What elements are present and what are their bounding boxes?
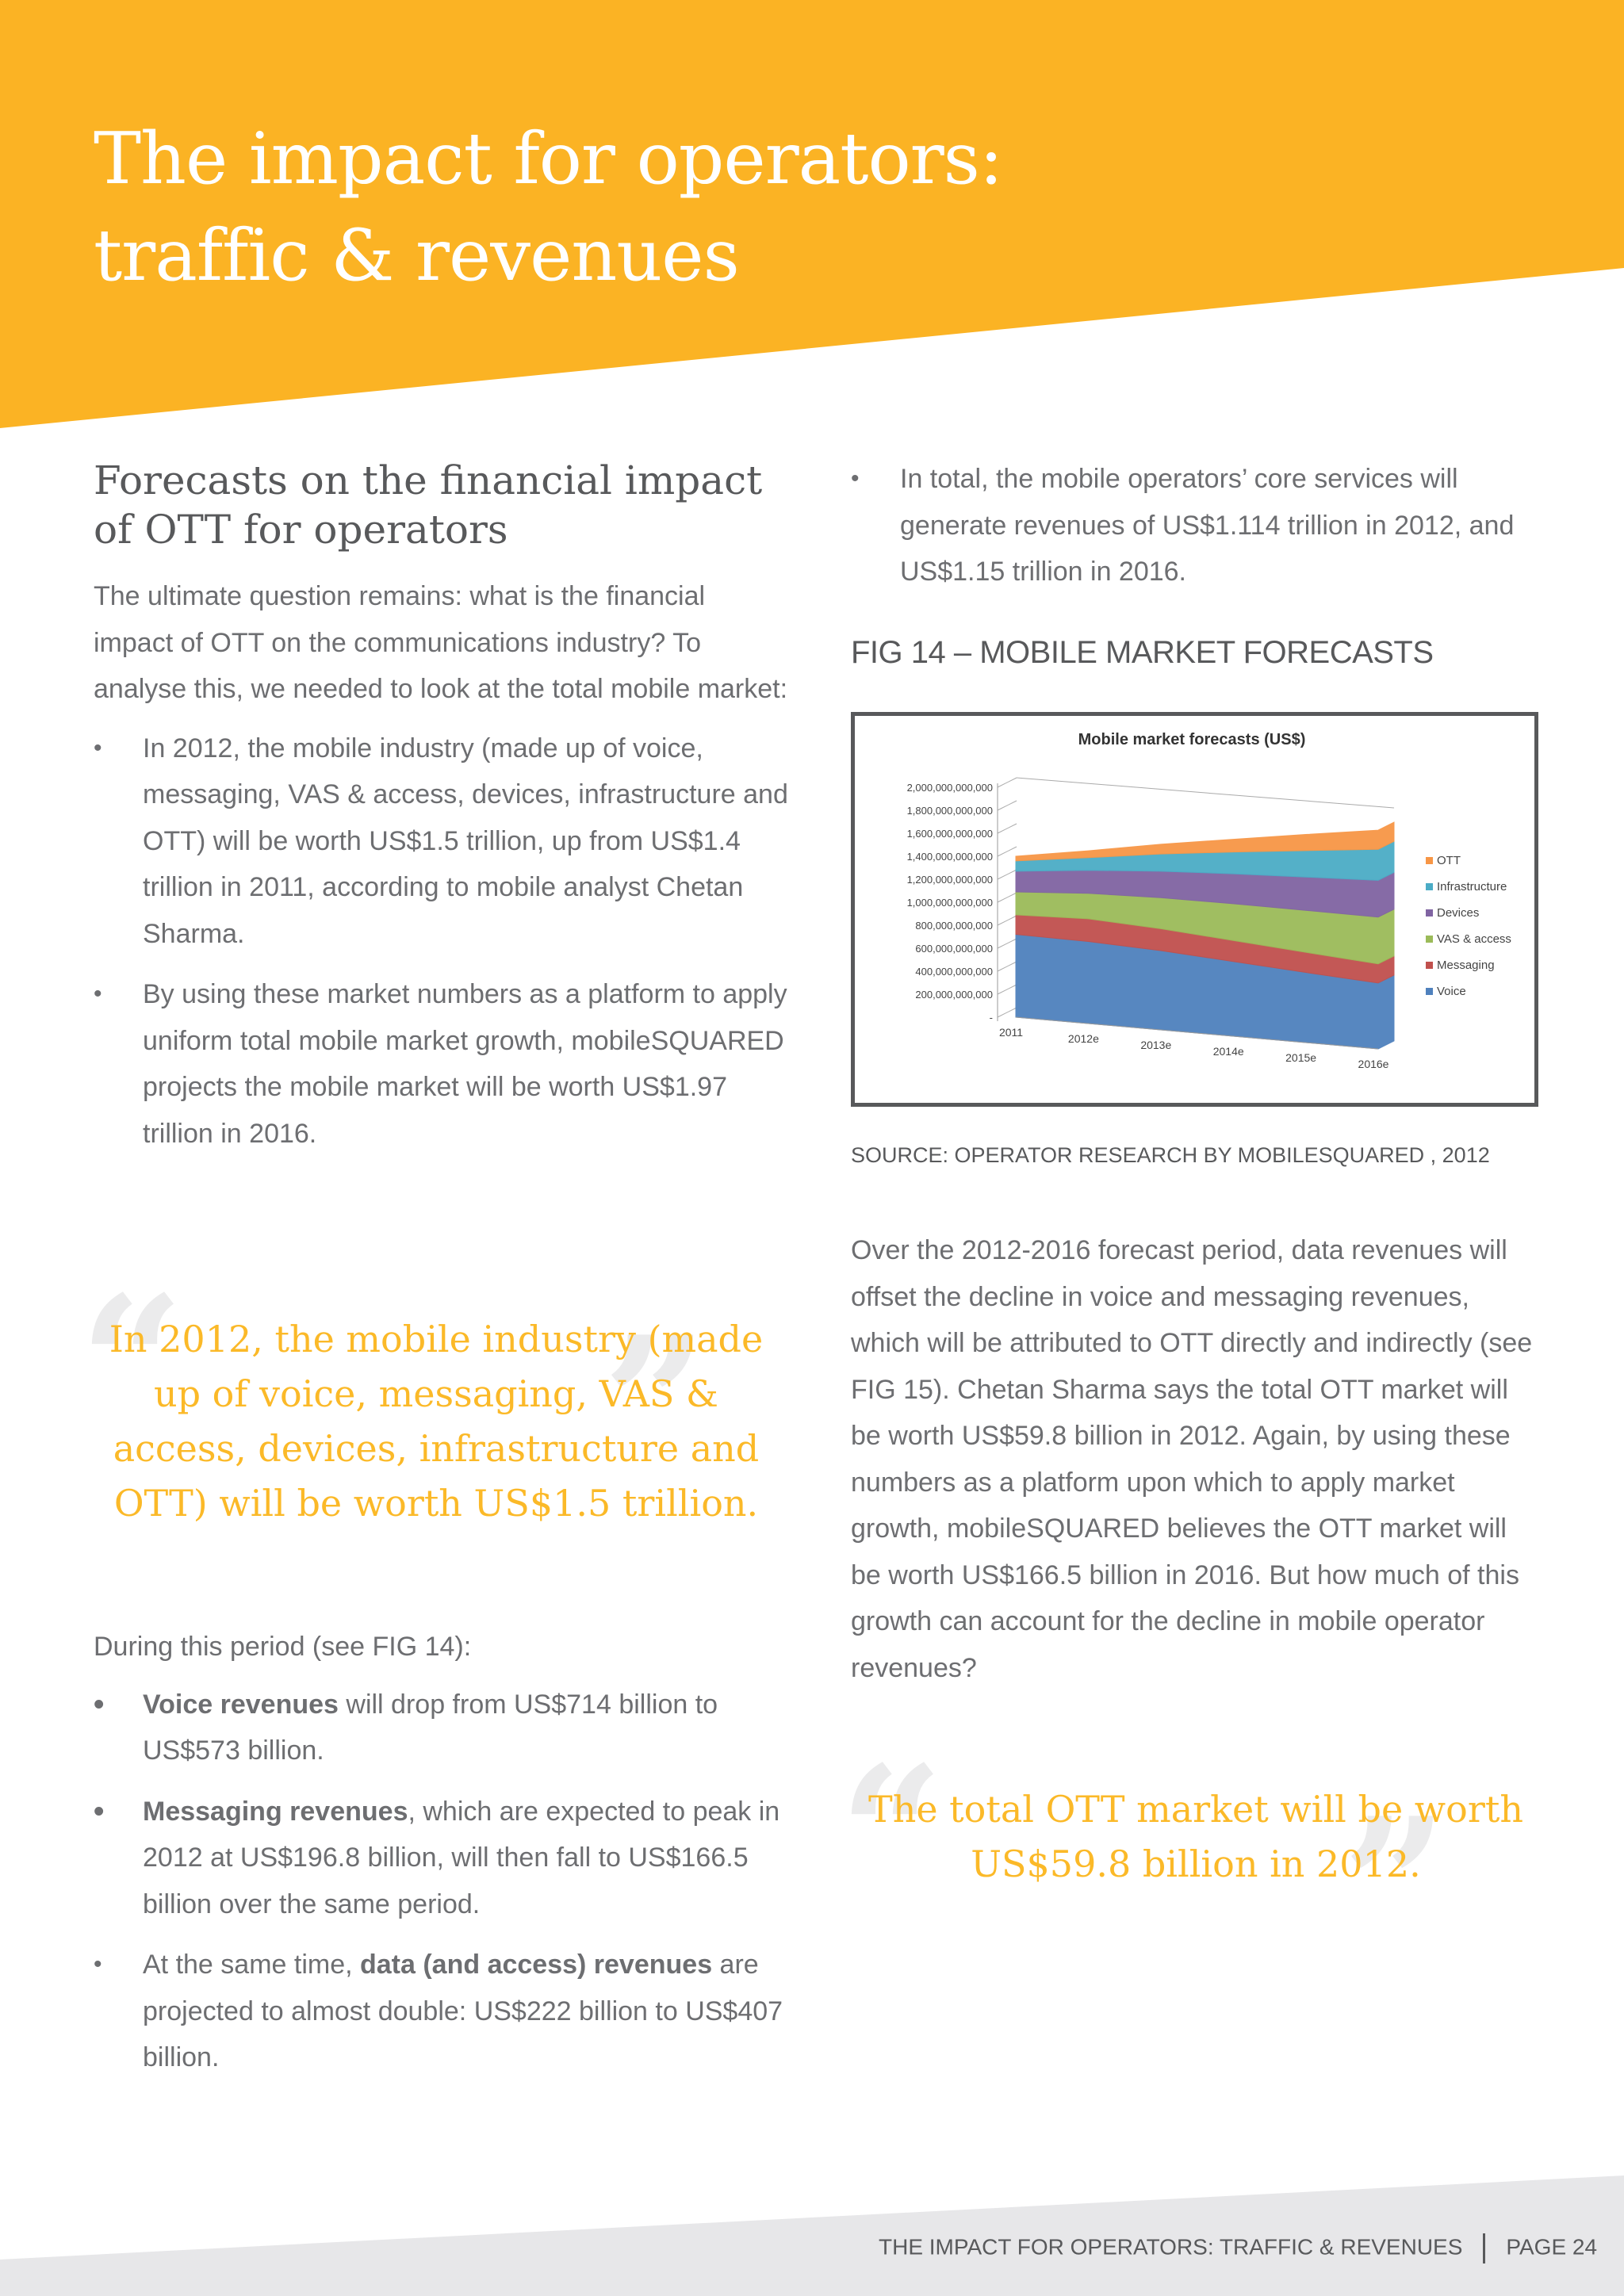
legend-label: Devices bbox=[1437, 906, 1480, 920]
pullquote-right bbox=[839, 1727, 1541, 1992]
section-heading: Forecasts on the financial impact of OTT for operators bbox=[94, 457, 763, 553]
gridline bbox=[998, 893, 1017, 902]
figure-title: FIG 14 – MOBILE MARKET FORECASTS bbox=[851, 634, 1434, 670]
pullquote-right-text: The total OTT market will be worth US$59.8 billion in 2012. bbox=[868, 1788, 1523, 1885]
market-bullets bbox=[94, 725, 791, 1158]
x-tick-label: 2011 bbox=[998, 1026, 1024, 1039]
back-wall-top bbox=[1017, 778, 1394, 808]
legend-swatch bbox=[1426, 857, 1433, 864]
period-intro: During this period (see FIG 14): bbox=[94, 1632, 472, 1662]
core-services-bullets bbox=[851, 456, 1541, 595]
y-tick-label: 400,000,000,000 bbox=[915, 966, 993, 978]
legend-swatch bbox=[1426, 988, 1433, 995]
left-column bbox=[94, 456, 791, 1171]
x-tick-label: 2012e bbox=[1067, 1032, 1099, 1045]
gridline bbox=[998, 985, 1017, 994]
y-tick-label: 1,200,000,000,000 bbox=[906, 874, 993, 886]
y-tick-label: 1,000,000,000,000 bbox=[906, 897, 993, 909]
legend-label: OTT bbox=[1437, 854, 1461, 867]
y-tick-label: 800,000,000,000 bbox=[915, 920, 993, 932]
right-paragraph-block bbox=[851, 1227, 1541, 1691]
open-quote-icon: “ bbox=[79, 1257, 185, 1471]
gridline bbox=[998, 847, 1017, 856]
footer-divider bbox=[1483, 2233, 1485, 2263]
y-tick-label: 1,800,000,000,000 bbox=[906, 805, 993, 817]
legend-label: Voice bbox=[1437, 985, 1466, 998]
page-title-line1: The impact for operators: bbox=[94, 117, 1003, 201]
y-tick-label: 1,600,000,000,000 bbox=[906, 828, 993, 840]
legend-swatch bbox=[1426, 909, 1433, 916]
gridline bbox=[998, 870, 1017, 879]
open-quote-icon: “ bbox=[839, 1727, 944, 1941]
y-tick-label: 200,000,000,000 bbox=[915, 989, 993, 1001]
data-text: are projected to almost double: US$222 billion to US$407 billion. bbox=[143, 1950, 783, 2072]
gridline bbox=[998, 962, 1017, 971]
page-number: PAGE 24 bbox=[1506, 2234, 1598, 2260]
intro-paragraph: The ultimate question remains: what is the financial impact of OTT on the communications industry? To analyse this, we needed to look at the total mobile market: bbox=[94, 581, 788, 704]
forecast-paragraph: Over the 2012-2016 forecast period, data revenues will offset the decline in voice and messaging revenues, which will be attributed to OTT directly and indirectly (see FIG 15). Chetan Sharma says the total OTT market will be worth US$59.8 billion in 2012. Again, by using these numbers as a platform upon which to apply market growth, mobileSQUARED believes the OTT market will be worth US$166.5 billion in 2016. But how much of this growth can account for the decline in mobile operator revenues? bbox=[851, 1235, 1533, 1683]
legend-swatch bbox=[1426, 936, 1433, 943]
x-tick-label: 2013e bbox=[1140, 1039, 1172, 1051]
list-item: • In 2012, the mobile industry (made up of voice, messaging, VAS & access, devices, infrastructure and OTT) will be worth US$1.5 trillion, up from US$1.4 trillion in 2011, according to mobile analyst Chetan Sharma. bbox=[94, 725, 791, 958]
right-column bbox=[851, 456, 1541, 671]
footer-band bbox=[0, 2141, 1624, 2296]
page-footer bbox=[879, 2233, 1597, 2263]
figure-source: SOURCE: OPERATOR RESEARCH BY MOBILESQUARED , 2012 bbox=[851, 1143, 1490, 1167]
y-tick-label: 2,000,000,000,000 bbox=[906, 782, 993, 794]
pullquote-left-text: In 2012, the mobile industry (made up of voice, messaging, VAS & access, devices, infrastructure and OTT) will be worth US$1.5 trillion. bbox=[109, 1318, 764, 1525]
chart-frame bbox=[851, 712, 1538, 1107]
legend-label: Infrastructure bbox=[1437, 880, 1507, 894]
data-label: data (and access) revenues bbox=[360, 1950, 713, 1980]
legend-swatch bbox=[1426, 883, 1433, 890]
y-tick-label: - bbox=[989, 1012, 993, 1024]
voice-text: will drop from US$714 billion to US$573 billion. bbox=[143, 1689, 718, 1766]
list-item: • By using these market numbers as a platform to apply uniform total mobile market growth, mobileSQUARED projects the mobile market will be worth US$1.97 trillion in 2016. bbox=[94, 971, 791, 1157]
y-tick-label: 600,000,000,000 bbox=[915, 943, 993, 955]
footer-label: THE IMPACT FOR OPERATORS: TRAFFIC & REVENUES bbox=[879, 2234, 1463, 2260]
page-title-line2: traffic & revenues bbox=[94, 214, 739, 297]
close-quote-icon: ” bbox=[1342, 1778, 1448, 1992]
list-item-messaging bbox=[94, 1789, 791, 1928]
legend-swatch bbox=[1426, 962, 1433, 969]
gridline bbox=[998, 778, 1017, 787]
gridline bbox=[998, 916, 1017, 925]
gridline bbox=[998, 939, 1017, 948]
period-section bbox=[94, 1624, 791, 2095]
messaging-text: , which are expected to peak in 2012 at US$196.8 billion, will then fall to US$166.5 billion over the same period. bbox=[143, 1796, 780, 1919]
close-quote-icon: ” bbox=[603, 1297, 708, 1511]
x-tick-label: 2014e bbox=[1212, 1045, 1244, 1058]
mobile-market-chart bbox=[855, 716, 1534, 1103]
period-bullets bbox=[94, 1682, 791, 2081]
x-tick-label: 2016e bbox=[1358, 1058, 1389, 1070]
gridline bbox=[998, 1008, 1017, 1017]
legend-label: VAS & access bbox=[1437, 932, 1511, 946]
list-item: • In total, the mobile operators’ core services will generate revenues of US$1.114 trillion in 2012, and US$1.15 trillion in 2016. bbox=[851, 456, 1541, 595]
list-item-voice bbox=[94, 1682, 791, 1774]
list-item-data bbox=[94, 1942, 791, 2081]
gridline bbox=[998, 801, 1017, 810]
gridline bbox=[998, 824, 1017, 833]
y-tick-label: 1,400,000,000,000 bbox=[906, 851, 993, 863]
data-pre: At the same time, bbox=[143, 1950, 360, 1980]
page-title bbox=[94, 111, 1002, 304]
x-tick-label: 2015e bbox=[1285, 1051, 1317, 1064]
legend-label: Messaging bbox=[1437, 959, 1495, 972]
voice-label: Voice revenues bbox=[143, 1689, 339, 1720]
messaging-label: Messaging revenues bbox=[143, 1796, 408, 1827]
chart-title: Mobile market forecasts (US$) bbox=[1078, 731, 1306, 748]
pullquote-left bbox=[79, 1257, 769, 1531]
